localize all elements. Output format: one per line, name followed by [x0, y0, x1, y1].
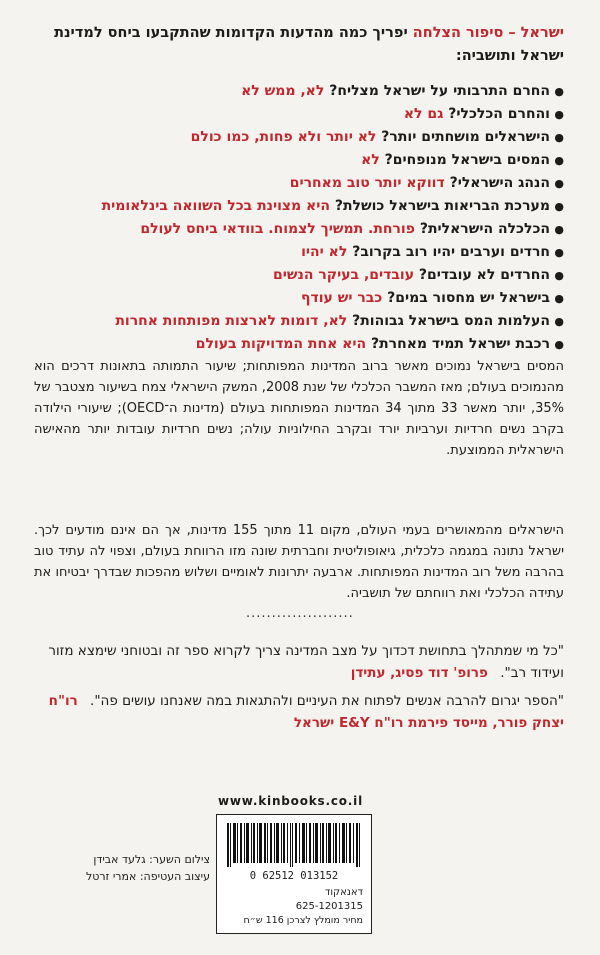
quote-author: רו"ח יצחק פורר, מייסד פירמת רו"ח E&Y ישראל [48, 693, 564, 731]
question-text: והחרם הכלכלי? [448, 106, 550, 122]
quote-text: "כל מי שמתהלך בתחושת דכדוך על מצב המדינה צריך לקרוא ספר זה ובטוחני שימצא מזור ועידוד רב". [48, 643, 564, 681]
answer-text: היא אחת המדויקות בעולם [195, 336, 367, 352]
question-text: מערכת הבריאות בישראל כושלת? [334, 198, 550, 214]
answer-text: לא, ממש לא [241, 83, 325, 99]
credits [20, 851, 210, 885]
answer-text: לא [361, 152, 380, 168]
question-text: בישראל יש מחסור במים? [387, 290, 550, 306]
divider: ..................... [246, 606, 354, 621]
list-item [24, 218, 564, 241]
question-text: העלמות המס בישראל גבוהות? [352, 313, 550, 329]
barcode-icon [227, 823, 361, 867]
list-item [24, 172, 564, 195]
question-text: הישראלים מושחתים יותר? [381, 129, 550, 145]
answer-text: דווקא יותר טוב מאחרים [289, 175, 445, 191]
answer-text: לא יותר ולא פחות, כמו כולם [190, 129, 377, 145]
barcode-box [216, 814, 372, 934]
quote-2 [34, 690, 564, 734]
answer-text: פורחת. תמשיך לצמוח. בוודאי ביחס לעולם [140, 221, 415, 237]
body-paragraph-1: המסים בישראל נמוכים מאשר ברוב המדינות המפותחות; שיעור התמותה בתאונות דרכים הוא מהנמוכים בעולם; מאז המשבר הכלכלי של שנת 2008, המשק הישראלי צמח בשיעור מצטבר של 35%, יותר מאשר 33 מתוך 34 המדינות המפותחות בעולם (מדינות ה־OECD); שיעורי הילודה בקרב נשים חרדיות וערביות יורד ובקרב החילוניות עולה; נשים חרדיות עובדות יותר מהאישה הישראלית הממוצעת. [34, 359, 564, 458]
quote-1 [34, 640, 564, 684]
list-item [24, 103, 564, 126]
list-item [24, 80, 564, 103]
quote-text: "הספר יגרום להרבה אנשים לפתוח את העיניים ולהתגאות במה שאנחנו עושים פה". [90, 693, 564, 709]
list-item [24, 264, 564, 287]
answer-text: עובדים, בעיקר הנשים [273, 267, 415, 283]
question-text: הנהג הישראלי? [449, 175, 550, 191]
body-paragraph-2: הישראלים מהמאושרים בעמי העולם, מקום 11 מתוך 155 מדינות, אך הם אינם מודעים לכך. ישראל נתונה במגמה כלכלית, גיאופוליטית וחברתית שונה מזו הרווחת בעולם, וצפוי לה עתיד טוב בהרבה משל רוב המדינות המפותחות. ארבעה יתרונות לאומיים ושלוש מהפכות שבדרך יבטיחו את עתידה הכלכלי ואת רווחתם של תושביה. [34, 523, 565, 601]
bullet-icon: ● [554, 154, 564, 167]
bullet-icon: ● [554, 177, 564, 190]
bullet-icon: ● [554, 315, 564, 328]
list-item [24, 287, 564, 310]
list-item [24, 333, 564, 356]
question-text: המסים בישראל מנופחים? [384, 152, 550, 168]
bullet-icon: ● [554, 292, 564, 305]
list-item [24, 241, 564, 264]
quote-author: פרופ' דוד פסיג, עתידן [350, 665, 488, 681]
design-credit: עיצוב העטיפה: אמרי זרטל [85, 870, 210, 883]
bullet-icon: ● [554, 269, 564, 282]
barcode-label: דאנאקוד [324, 887, 363, 898]
question-text: החרדים לא עובדים? [418, 267, 550, 283]
list-item [24, 195, 564, 218]
answer-text: לא, דומות לארצות מפותחות אחרות [115, 313, 348, 329]
photo-credit: צילום השער: גלעד אבידן [93, 853, 210, 866]
list-item [24, 149, 564, 172]
answer-text: היא מצוינת בכל השוואה בינלאומית [101, 198, 330, 214]
answer-text: גם לא [403, 106, 444, 122]
bullet-icon: ● [554, 108, 564, 121]
intro-text [34, 22, 564, 68]
barcode-number: 0 62512 013152 [249, 870, 339, 882]
intro-rest: יפריך כמה מהדעות הקדומות שהתקבעו ביחס למדינת ישראל ותושביה: [54, 25, 564, 64]
bullet-icon: ● [554, 246, 564, 259]
question-text: החרם התרבותי על ישראל מצליח? [329, 83, 550, 99]
answer-text: לא יהיו [301, 244, 348, 260]
price-label: מחיר מומלץ לצרכן 116 ש״ח [243, 915, 363, 926]
publisher-website[interactable]: www.kinbooks.co.il [218, 794, 363, 808]
intro-highlight: ישראל – סיפור הצלחה [412, 25, 564, 41]
bullet-icon: ● [554, 338, 564, 351]
question-text: הכלכלה הישראלית? [419, 221, 550, 237]
bullet-icon: ● [554, 85, 564, 98]
question-text: חרדים וערבים יהיו רוב בקרוב? [352, 244, 550, 260]
question-list [24, 80, 564, 356]
question-text: רכבת ישראל תמיד מאחרת? [370, 336, 550, 352]
list-item [24, 126, 564, 149]
bullet-icon: ● [554, 131, 564, 144]
list-item [24, 310, 564, 333]
barcode-code: 625-1201315 [295, 901, 363, 912]
bullet-icon: ● [554, 223, 564, 236]
bullet-icon: ● [554, 200, 564, 213]
answer-text: כבר יש עודף [301, 290, 383, 306]
